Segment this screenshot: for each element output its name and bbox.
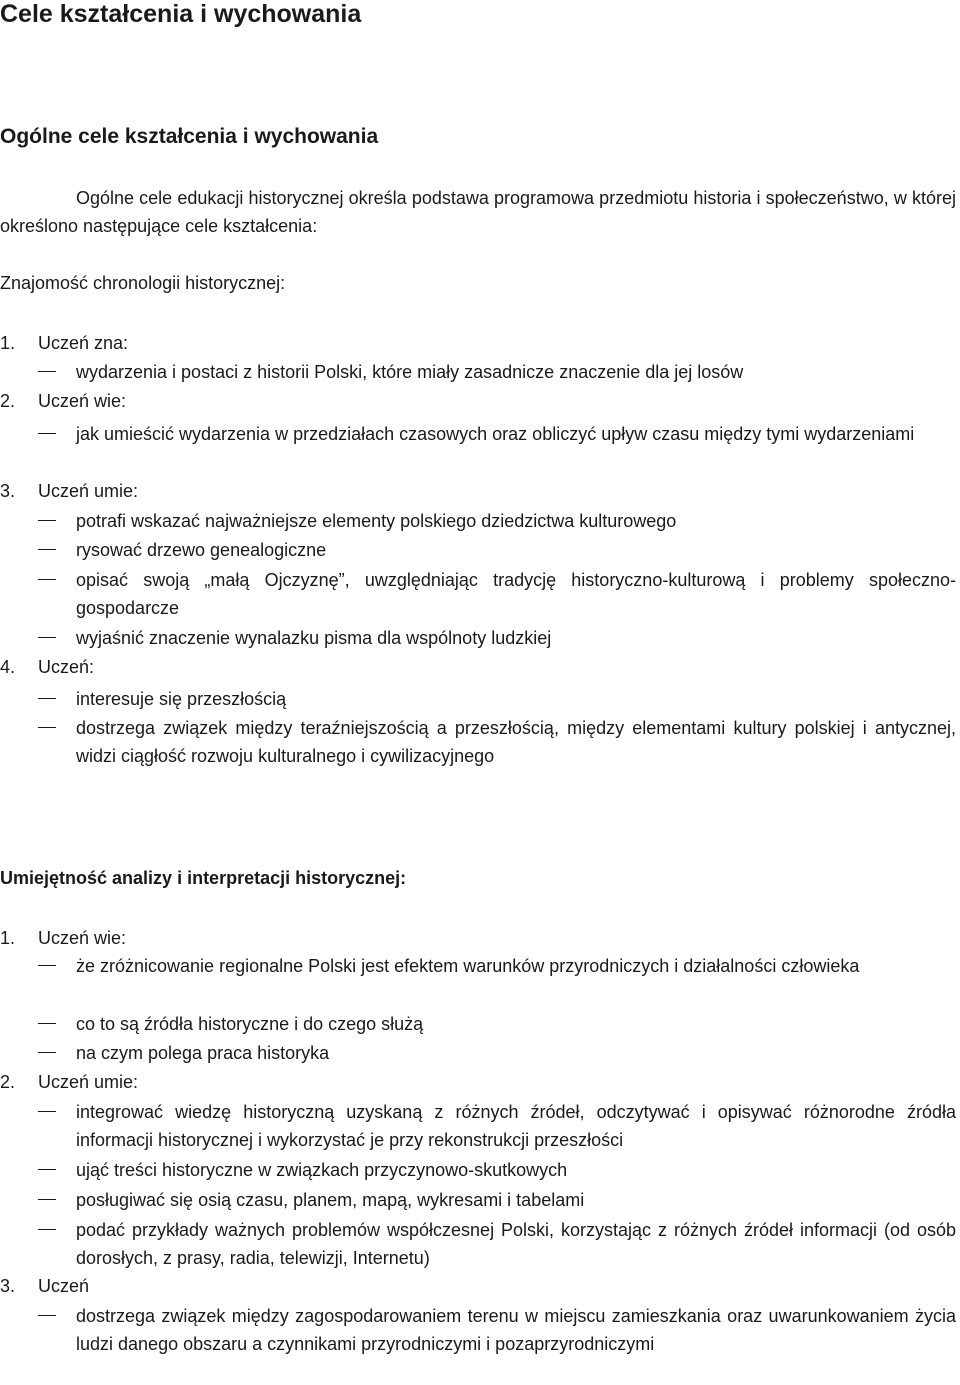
- list-item-text: co to są źródła historyczne i do czego służą: [76, 1014, 424, 1034]
- list-item-text: jak umieścić wydarzenia w przedziałach czasowych oraz obliczyć upływ czasu między tymi wydarzeniami: [76, 424, 915, 444]
- list-item: [0, 507, 956, 535]
- list-item-text: potrafi wskazać najważniejsze elementy polskiego dziedzictwa kulturowego: [76, 511, 677, 531]
- group-number-4: [0, 654, 94, 680]
- list-item-text: podać przykłady ważnych problemów współczesnej Polski, korzystając z różnych źródeł informacji (od osób dorosłych, z prasy, radia, telewizji, Internetu): [76, 1220, 956, 1268]
- dash-bullet-icon: [38, 698, 56, 699]
- list-item: [0, 1156, 956, 1184]
- dash-bullet-icon: [38, 371, 56, 372]
- section-chronology-title: Znajomość chronologii historycznej:: [0, 273, 286, 293]
- group-number: 2.: [0, 1072, 16, 1092]
- list-item-text: integrować wiedzę historyczną uzyskaną z różnych źródeł, odczytywać i opisywać różnorodne źródła informacji historycznej i wykorzystać je przy rekonstrukcji przeszłości: [76, 1102, 956, 1150]
- list-item: [0, 1302, 956, 1358]
- dash-bullet-icon: [38, 433, 56, 434]
- section-analysis-title: Umiejętność analizy i interpretacji historycznej:: [0, 868, 407, 888]
- list-item-text: dostrzega związek między teraźniejszością a przeszłością, między elementami kultury polskiej i antycznej, widzi ciągłość rozwoju kulturalnego i cywilizacyjnego: [76, 718, 956, 766]
- dash-bullet-icon: [38, 549, 56, 550]
- group-number-3: [0, 1273, 89, 1299]
- list-item: [0, 1098, 956, 1154]
- list-item: [0, 952, 956, 980]
- dash-bullet-icon: [38, 727, 56, 728]
- group-label: Uczeń zna:: [38, 333, 129, 353]
- dash-bullet-icon: [38, 1169, 56, 1170]
- list-item-text: na czym polega praca historyka: [76, 1043, 330, 1063]
- list-item-text: posługiwać się osią czasu, planem, mapą, wykresami i tabelami: [76, 1190, 585, 1210]
- dash-bullet-icon: [38, 965, 56, 966]
- group-number-1: [0, 925, 126, 951]
- list-item-text: wydarzenia i postaci z historii Polski, które miały zasadnicze znaczenie dla jej losów: [76, 362, 744, 382]
- dash-bullet-icon: [38, 1229, 56, 1230]
- group-number: 3.: [0, 1276, 16, 1296]
- page-title: Cele kształcenia i wychowania: [0, 0, 362, 28]
- intro-paragraph: Ogólne cele edukacji historycznej określa podstawa programowa przedmiotu historia i społeczeństwo, w której określono następujące cele kształcenia:: [0, 188, 956, 236]
- group-number-1: [0, 330, 128, 356]
- dash-bullet-icon: [38, 1052, 56, 1053]
- list-item-text: że zróżnicowanie regionalne Polski jest efektem warunków przyrodniczych i działalności człowieka: [76, 956, 860, 976]
- page-subtitle: Ogólne cele kształcenia i wychowania: [0, 125, 379, 148]
- list-item: [0, 624, 956, 652]
- group-number: 1.: [0, 333, 16, 353]
- group-number: 2.: [0, 391, 16, 411]
- list-item: [0, 358, 956, 386]
- list-item: [0, 1010, 956, 1038]
- list-item-text: dostrzega związek między zagospodarowaniem terenu w miejscu zamieszkania oraz uwarunkowaniem życia ludzi danego obszaru a czynnikami przyrodniczymi i pozaprzyrodniczymi: [76, 1306, 956, 1354]
- dash-bullet-icon: [38, 579, 56, 580]
- list-item-text: rysować drzewo genealogiczne: [76, 540, 327, 560]
- list-item-text: ująć treści historyczne w związkach przyczynowo-skutkowych: [76, 1160, 568, 1180]
- group-number-2: [0, 388, 126, 414]
- list-item: [0, 1039, 956, 1067]
- list-item: [0, 1186, 956, 1214]
- dash-bullet-icon: [38, 1199, 56, 1200]
- list-item: [0, 685, 956, 713]
- list-item-text: wyjaśnić znaczenie wynalazku pisma dla wspólnoty ludzkiej: [76, 628, 552, 648]
- group-label: Uczeń wie:: [38, 391, 127, 411]
- group-label: Uczeń umie:: [38, 1072, 139, 1092]
- list-item-text: opisać swoją „małą Ojczyznę”, uwzględniając tradycję historyczno-kulturową i problemy społeczno-gospodarcze: [76, 570, 956, 618]
- group-number: 4.: [0, 657, 16, 677]
- dash-bullet-icon: [38, 637, 56, 638]
- list-item: [0, 714, 956, 770]
- list-item: [0, 1216, 956, 1272]
- dash-bullet-icon: [38, 1023, 56, 1024]
- dash-bullet-icon: [38, 520, 56, 521]
- group-number-2: [0, 1069, 138, 1095]
- dash-bullet-icon: [38, 1315, 56, 1316]
- dash-bullet-icon: [38, 1111, 56, 1112]
- group-number-3: [0, 478, 138, 504]
- group-label: Uczeń:: [38, 657, 95, 677]
- group-label: Uczeń: [38, 1276, 90, 1296]
- group-number: 1.: [0, 928, 16, 948]
- group-label: Uczeń wie:: [38, 928, 127, 948]
- group-label: Uczeń umie:: [38, 481, 139, 501]
- list-item: [0, 566, 956, 622]
- group-number: 3.: [0, 481, 16, 501]
- list-item-text: interesuje się przeszłością: [76, 689, 287, 709]
- list-item: [0, 420, 956, 448]
- list-item: [0, 536, 956, 564]
